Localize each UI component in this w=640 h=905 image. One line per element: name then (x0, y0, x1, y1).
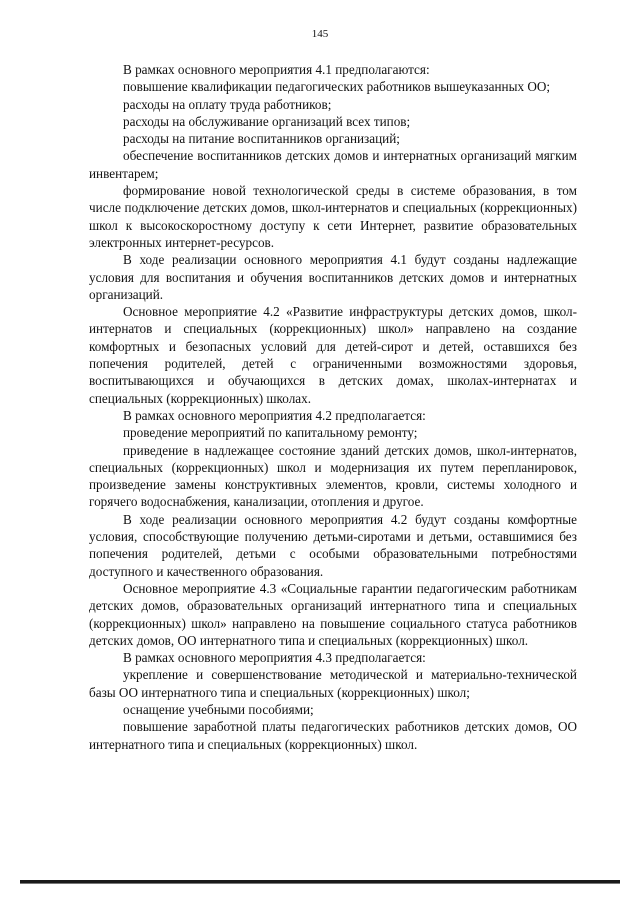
paragraph: обеспечение воспитанников детских домов и интернатных организаций мягким инвентарем; (89, 148, 577, 181)
paragraph: оснащение учебными пособиями; (123, 701, 314, 717)
paragraph: В рамках основного мероприятия 4.2 предполагается: (123, 407, 426, 423)
paragraph: приведение в надлежащее состояние зданий детских домов, школ-интернатов, специальных (коррекционных) школ и модернизация их путем перепланировок, произведение замены конструктивных элементов, кровли, системы холодного и горячего водоснабжения, канализации, отопления и другое. (89, 442, 577, 510)
paragraph: Основное мероприятие 4.2 «Развитие инфраструктуры детских домов, школ-интернатов и специальных (коррекционных) школ» направлено на создание комфортных и безопасных условий для детей-сирот и детей, оставшихся без попечения родителей, детей с ограниченными возможностями здоровья, воспитывающихся и обучающихся в детских домах, школах-интернатах и специальных (коррекционных) школах. (89, 304, 577, 406)
paragraph: укрепление и совершенствование методической и материально-технической базы ОО интернатного типа и специальных (коррекционных) школ; (89, 667, 577, 700)
paragraph: расходы на питание воспитанников организаций; (123, 131, 400, 147)
paragraph: формирование новой технологической среды в системе образования, в том числе подключение детских домов, школ-интернатов и специальных (коррекционных) школ к высокоскоростному доступу к сети Интернет, развитие образовательных электронных интернет-ресурсов. (89, 183, 577, 250)
page-number: 145 (311, 28, 329, 40)
paragraph: расходы на обслуживание организаций всех типов; (123, 113, 411, 129)
paragraph: В ходе реализации основного мероприятия 4.2 будут созданы комфортные условия, способствующие получению детьми-сиротами и детьми, оставшимися без попечения родителей, детьми с особыми образовательными потребностями доступного и качественного образования. (89, 511, 577, 579)
paragraph: повышение квалификации педагогических работников вышеуказанных ОО; (123, 79, 551, 95)
document-body (89, 61, 577, 753)
paragraph: В рамках основного мероприятия 4.3 предполагается: (123, 650, 426, 666)
paragraph: Основное мероприятие 4.3 «Социальные гарантии педагогическим работникам детских домов, образовательных организаций интернатного типа и специальных (коррекционных) школ» направлено на повышение социального статуса работников детских домов, ОО интернатного типа и специальных (коррекционных) школ. (89, 580, 577, 648)
paragraph: В ходе реализации основного мероприятия 4.1 будут созданы надлежащие условия для воспитания и обучения воспитанников детских домов и интернатных организаций. (89, 252, 577, 302)
paragraph: расходы на оплату труда работников; (123, 96, 332, 112)
paragraph: В рамках основного мероприятия 4.1 предполагаются: (123, 62, 430, 77)
scan-edge-bar (20, 880, 620, 883)
paragraph: повышение заработной платы педагогических работников детских домов, ОО интернатного типа и специальных (коррекционных) школ. (89, 719, 577, 752)
paragraph: проведение мероприятий по капитальному ремонту; (123, 425, 418, 441)
